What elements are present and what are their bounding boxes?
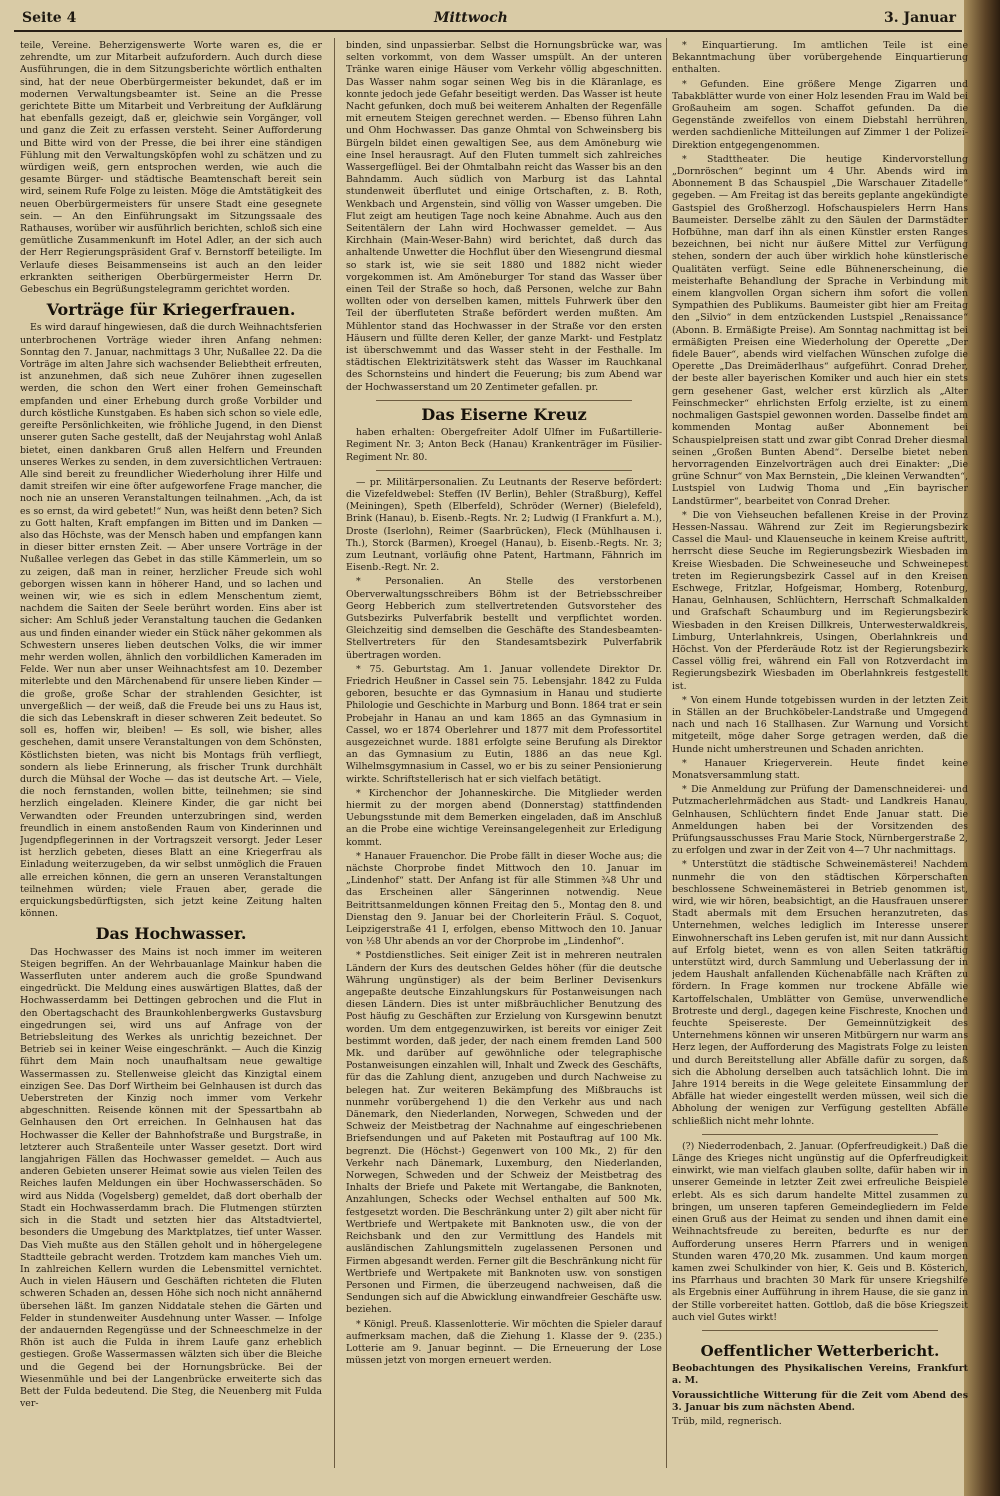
news-item: * Personalien. An Stelle des verstorbenen Oberverwaltungsschreibers Böhm ist der Betriebsschreiber Georg Hebberich zum stellvertretenden Gutsvorsteher des Gutsbezirks Pulverfabrik bestellt und verpflichtet worden. Gleichzeitig sind demselben die Geschäfte des Standesbeamten-Stellvertreters für den Standesamtsbezirk Pulverfabrik übertragen worden. (346, 576, 662, 661)
headline-eiserne-kreuz: Das Eiserne Kreuz (421, 404, 587, 424)
divider (702, 1134, 938, 1135)
page-number: Seite 4 (22, 10, 77, 26)
article-text: Es wird darauf hingewiesen, daß die durch Weihnachtsferien unterbrochenen Vorträge wieder ihren Anfang nehmen: Sonntag den 7. Januar, nachmittags 3 Uhr, Nußallee 22. Da die Vorträge im alten Jahre sich wachsender Beliebtheit erfreuten, ist anzunehmen, daß sich neue Zuhörer ihnen zugesellen werden, die schon den Wert einer frohen Gemeinschaft empfanden und einer Erhebung durch große Vorbilder und durch köstliche Kunstgaben. Es haben sich schon so viele edle, gereifte Persönlichkeiten, wie fröhliche Jugend, in den Dienst unserer guten Sache gestellt, daß der Neujahrstag wohl Anlaß bietet, einen dankbaren Gruß allen Helfern und Freunden unseres Werkes zu senden, in dem zuversichtlichen Vertrauen: Alle sind bereit zu freundlicher Wiederholung ihrer Hilfe und damit streifen wir eine öfter aufgeworfene Frage mancher, die noch nie an unseren Veranstaltungen teilnahmen. „Ach, da ist es so ernst, da wird gebetet!“ Nun, was heißt denn beten? Sich zu Gott halten, Kraft empfangen im Bitten und im Danken — also das Höchste, was der Mensch haben und empfangen kann in dieser bitter ernsten Zeit. — Aber unsere Vorträge in der Nußallee verlegen das Gebet in das stille Kämmerlein, um so zu zeigen, daß man in reiner, herzlicher Freude sich wohl geborgen wissen kann in höherer Hand, und so lachen und weinen wir, wie es sich in edlem Menschentum ziemt, nachdem die Saiten der Seele berührt worden. Eins aber ist sicher: Am Schluß jeder Veranstaltung tauchen die Gedanken aus und finden einander wieder ein Stück näher gekommen als Schwestern unseres lieben deutschen Volks, die wir immer mehr werden wollen, ähnlich den vorbildlichen Kameraden im Felde. Wer nun aber unser Weihnachtsfest am 10. Dezember miterlebte und den Märchenabend für unsere lieben Kinder — die große, große Schar der strahlenden Gesichter, ist unvergeßlich — der weiß, daß die Freude bei uns zu Haus ist, die sich das Lebenskraft in dieser schweren Zeit bedeutet. So soll es, hoffen wir, bleiben! — Es soll, wie bisher, alles geschehen, damit unsere Veranstaltungen von dem Schönsten, Köstlichsten bieten, was nicht bis Montags früh verfliegt, sondern als liebe Erinnerung, als frischer Trunk durchhält durch die Mühsal der Woche — das ist deutsche Art. — Viele, die noch fernstanden, wollen bitte, teilnehmen; sie sind herzlich eingeladen. Kleinere Kinder, die gar nicht bei Verwandten oder Freunden unterzubringen sind, werden freundlich in einem anstoßenden Raum von Kinderinnen und Jugendpflegerinnen in der Vortragszeit versorgt. Jeder Leser ist herzlich gebeten, dieses Blatt an eine Kriegerfrau als Einladung weiterzugeben, da wir selbst unmöglich die Frauen alle erreichen können, die gern an unseren Veranstaltungen teilnehmen würden; viele Frauen aber, gerade die erquickungsbedürftigsten, sich jetzt keine Zeitung halten können. (20, 322, 322, 920)
column-1 (20, 40, 322, 1470)
column-rule (666, 38, 667, 1468)
page-binding-edge (964, 0, 1000, 1496)
news-item: * Stadttheater. Die heutige Kindervorstellung „Dornröschen“ beginnt um 4 Uhr. Abends wird im Abonnement B das Schauspiel „Die Warschauer Zitadelle“ gegeben. — Am Freitag ist das bereits geplante angekündigte Gastspiel des Großherzogl. Hofschauspielers Herrn Hans Baumeister. Derselbe zählt zu den Säulen der Darmstädter Hofbühne, man darf ihn als einen Künstler ersten Ranges bezeichnen, bei nicht nur äußere Mittel zur Verfügung stehen, sondern der auch über wirklich hohe künstlerische Qualitäten verfügt. Seine edle Bühnenerscheinung, die meisterhafte Behandlung der Sprache in Verbindung mit einem klangvollen Organ sichern ihm sofort die vollen Sympathien des Publikums. Baumeister gibt hier am Freitag den „Silvio“ in dem entzückenden Lustspiel „Renaissance“ (Abonn. B. Ermäßigte Preise). Am Sonntag nachmittag ist bei ermäßigten Preisen eine Wiederholung der Operette „Der fidele Bauer“, abends wird vielfachen Wünschen zufolge die Operette „Das Dreimäderlhaus“ aufgeführt. Conrad Dreher, der beste aller bayerischen Komiker und auch hier ein stets gern gesehener Gast, welcher erst kürzlich als „Alter Feinschmecker“ ehrlichsten Erfolg erzielte, ist zu einem nochmaligen Gastspiel gewonnen worden. Dasselbe findet am kommenden Montag außer Abonnement bei Schauspielpreisen statt und zwar gibt Conrad Dreher diesmal seinen „Großen Bunten Abend“. Derselbe bietet neben hervorragenden Einzelvorträgen auch drei Einakter: „Die grüne Schnur“ von Max Bernstein, „Die kleinen Verwandten“, Lustspiel von Ludwig Thoma und „Ein bayrischer Landstürmer“, bearbeitet von Conrad Dreher. (672, 153, 968, 507)
news-item: * 75. Geburtstag. Am 1. Januar vollendete Direktor Dr. Friedrich Heußner in Cassel sein 75. Lebensjahr. 1842 zu Fulda geboren, besuchte er das Gymnasium in Hanau und studierte Philologie und Geschichte in Marburg und Bonn. 1864 trat er sein Probejahr in Hanau an und kam 1865 an das Gymnasium in Cassel, wo er 1874 Oberlehrer und 1877 mit dem Professortitel ausgezeichnet wurde. 1881 erfolgte seine Berufung als Direktor an das Gymnasium zu Eutin, 1886 an das neue Kgl. Wilhelmsgymnasium in Cassel, wo er bis zu seiner Pensionierung wirkte. Schriftstellerisch hat er sich vielfach betätigt. (346, 663, 662, 785)
article-text: haben erhalten: Obergefreiter Adolf Ulfner im Fußartillerie-Regiment Nr. 3; Anton Beck (Hanau) Krankenträger im Füsilier-Regiment Nr. 80. (346, 427, 662, 463)
weather-forecast: Trüb, mild, regnerisch. (672, 1415, 782, 1427)
news-item: * Hanauer Frauenchor. Die Probe fällt in dieser Woche aus; die nächste Chorprobe findet Mittwoch den 10. Januar im „Lindenhof“ statt. Der Anfang ist für alle Stimmen ¾8 Uhr und das Erscheinen aller Sängerinnen notwendig. Neue Beitrittsanmeldungen können Freitag den 5., Montag den 8. und Dienstag den 9. Januar bei der Chorleiterin Fräul. S. Coquot, Leipzigerstraße 41 I, erfolgen, ebenso Mittwoch den 10. Januar von ½8 Uhr abends an vor der Chorprobe im „Lindenhof“. (346, 850, 662, 948)
article-text: Das Hochwasser des Mains ist noch immer im weiteren Steigen begriffen. An der Wehrbauanlage Mainkur haben die Wasserfluten unter anderem auch die große Spundwand eingedrückt. Die Meldung eines auswärtigen Blattes, daß der Hochwasserdamm bei Dettingen gebrochen und die Flut in den Obertagschacht des Braunkohlenbergwerks Gustavsburg eingedrungen sei, wird uns auf Anfrage von der Betriebsleitung des Werkes als unrichtig bezeichnet. Der Betrieb sei in keiner Weise eingeschränkt. — Auch die Kinzig führt dem Main noch unaufhaltsam neue gewaltige Wassermassen zu. Stellenweise gleicht das Kinzigtal einem einzigen See. Das Dorf Wirtheim bei Gelnhausen ist durch das Ueberstreten der Kinzig noch immer vom Verkehr abgeschnitten. Reisende können mit der Spessartbahn ab Gelnhausen den Ort erreichen. In Gelnhausen hat das Hochwasser die Keller der Bahnhofstraße und Burgstraße, in letzterer auch Straßenteile unter Wasser gesetzt. Dort wird langjahrigen Fällen das Hochwasser gemeldet. — Auch aus anderen Gebieten unserer Heimat sowie aus vielen Teilen des Reiches laufen Meldungen ein über Hochwasserschäden. So wird aus Nidda (Vogelsberg) gemeldet, daß dort oberhalb der Stadt ein Hochwasserdamm brach. Die Flutmengen stürzten sich in die Stadt und setzten hier das Altstadtviertel, besonders die Umgebung des Marktplatzes, tief unter Wasser. Das Vieh mußte aus den Ställen geholt und in höhergelegene Stadtteile gebracht werden. Trotzdem kam manches Vieh um. In zahlreichen Kellern wurden die Lebensmittel vernichtet. Auch in vielen Häusern und Geschäften richteten die Fluten schweren Schaden an, dessen Höhe sich noch nicht annähernd übersehen läßt. Im ganzen Niddatale stehen die Gärten und Felder in stundenweiter Ausdehnung unter Wasser. — Infolge der andauernden Regengüsse und der Schneeschmelze in der Rhön ist auch die Fulda in ihrem Laufe ganz erheblich gestiegen. Große Wassermassen wälzten sich über die Bleiche und die Gegend bei der Hornungsbrücke. Bei der Wiesenmühle und bei der Langenbrücke erweiterte sich das Bett der Fulda bedeutend. Die Steg, die Neuenberg mit Fulda ver- (20, 946, 322, 1410)
divider (376, 470, 632, 471)
headline-vortraege: Vorträge für Kriegerfrauen. (46, 300, 296, 320)
news-item: * Die Anmeldung zur Prüfung der Damenschneiderei- und Putzmacherlehrmädchen aus Stadt- und Landkreis Hanau, Gelnhausen, Schlüchtern findet Ende Januar statt. Die Anmeldungen haben bei der Vorsitzenden des Prüfungsausschusses Frau Marie Stock, Nürnbergerstraße 2, zu erfolgen und zwar in der Zeit von 4—7 Uhr nachmittags. (672, 784, 968, 857)
headline-hochwasser: Das Hochwasser. (95, 924, 247, 944)
article-text: teile, Vereine. Beherzigenswerte Worte waren es, die er zehrendte, um zur Mitarbeit aufzufordern. Auch durch diese Ausführungen, die in dem Sitzungsberichte wörtlich enthalten sind, hat der neue Oberbürgermeister bekundet, daß er im modernen Verwaltungsbeamter ist. Seine an die Presse gerichtete Bitte um Mitarbeit und Verbreitung der Aufklärung hat ebenfalls gezeigt, daß er, gleichwie sein Vorgänger, voll und ganz die Zeit zu erfassen versteht. Seiner Aufforderung und Bitte wird von der Presse, die bei ihrer eine ständigen Fühlung mit den Verwaltungsköpfen wohl zu schätzen und zu würdigen weiß, gern entsprochen werden, wie auch die gesamte Bürger- und städtische Beamtenschaft bereit sein wird, seinem Rufe Folge zu leisten. Möge die Amtstätigkeit des neuen Oberbürgermeisters für unsere Stadt eine gesegnete sein. — An den Einführungsakt im Sitzungssaale des Rathauses, worüber wir ausführlich berichten, schloß sich eine gemütliche Zusammenkunft im Hotel Adler, an der sich auch der Herr Regierungspräsident Graf v. Bernstorff beteiligte. Im Verlaufe dieses Beisammenseins ist auch an den leider erkrankten seitherigen Oberbürgermeister Herrn Dr. Gebeschus ein Begrüßungstelegramm gerichtet worden. (20, 40, 322, 296)
news-item: * Von einem Hunde totgebissen wurden in der letzten Zeit in Ställen an der Bruchköbeler-Landstraße und Umgegend nach und nach 16 Stallhasen. Zur Warnung und Vorsicht mitgeteilt, möge daher Sorge getragen werden, daß die Hunde nicht umherstreunen und Schaden anrichten. (672, 694, 968, 755)
article-text: binden, sind unpassierbar. Selbst die Hornungsbrücke war, was selten vorkommt, von dem Wasser umspült. An der unteren Tränke waren einige Häuser vom Verkehr völlig abgeschnitten. Das Wasser nahm sogar seinen Weg bis in die Kläranlage, es konnte jedoch jede Gefahr beseitigt werden. Das Wasser ist heute Nacht gefunken, doch muß bei weiterem Anhalten der Regenfälle mit erneutem Steigen gerechnet werden. — Ebenso führen Lahn und Ohm Hochwasser. Das ganze Ohmtal von Schweinsberg bis Bürgeln bildet einen gewaltigen See, aus dem Amöneburg wie eine Insel herausragt. Auf den Fluten tummelt sich zahlreiches Wassergeflügel. Bei der Ohmtalbahn reicht das Wasser bis an den Bahndamm. Auch südlich von Marburg ist das Lahntal stundenweit überflutet und einige Ortschaften, z. B. Roth, Wenkbach und Argenstein, sind völlig von Wasser umgeben. Die Flut zeigt am heutigen Tage noch keine Abnahme. Auch aus den Seitentälern der Lahn wird Hochwasser gemeldet. — Aus Kirchhain (Main-Weser-Bahn) wird berichtet, daß durch das anhaltende Unwetter die Hochflut über den Wiesengrund diesmal so stark ist, wie sie seit 1880 und 1882 nicht wieder vorgekommen ist. Am Amöneburger Tor stand das Wasser über einen Teil der Straße so hoch, daß Personen, welche zur Bahn wollten oder von derselben kamen, mittels Fuhrwerk über den Teil der überfluteten Straße befördert werden mußten. Am Mühlentor stand das Hochwasser in der Straße vor den ersten Häusern und füllte deren Keller, der ganze Markt- und Festplatz ist überschwemmt und das Wasser steht in der Festhalle. Im städtischen Elektrizitätswerk steht das Wasser im Rauchkanal des Schornsteins und hindert die Feuerung; bis zum Abend war der Hochwasserstand um 20 Zentimeter gefallen. pr. (346, 40, 662, 393)
news-item: * Unterstützt die städtische Schweinemästerei! Nachdem nunmehr die von den städtischen Körperschaften beschlossene Schweinemästerei in Betrieb genommen ist, wird, wie wir hören, beabsichtigt, an die Hausfrauen unserer Stadt abermals mit dem Ersuchen heranzutreten, das Unternehmen, welches lediglich im Interesse unserer Einwohnerschaft ins Leben gerufen ist, mit nur dann Aussicht auf Erfolg bietet, wenn es von allen Seiten tatkräftig unterstützt wird, durch Sammlung und Ueberlassung der in jedem Haushalt anfallenden Küchenabfälle nach Kräften zu fördern. In Frage kommen nur trockene Abfälle wie Kartoffelschalen, Umblätter von Gemüse, unverwendliche Brotreste und dergl., dagegen keine Fischreste, Knochen und feuchte Speisereste. Der Gemeinnützigkeit des Unternehmens können wir unseren Mitbürgern nur warm ans Herz legen, der Aufforderung des Magistrats Folge zu leisten und durch Bereitstellung aller Abfälle dafür zu sorgen, daß sich die Abholung derselben auch tatsächlich lohnt. Die im Jahre 1914 bereits in die Wege geleitete Einsammlung der Abfälle hat wieder eingestellt werden müssen, weil sich die Abholung der wenigen zur Verfügung gestellten Abfälle schließlich nicht mehr lohnte. (672, 859, 968, 1127)
weekday: Mittwoch (434, 10, 508, 26)
news-item: — pr. Militärpersonalien. Zu Leutnants der Reserve befördert: die Vizefeldwebel: Steffen (IV Berlin), Behler (Straßburg), Keffel (Meiningen), Speth (Elberfeld), Schröder (Werner) (Bielefeld), Brink (Hanau), b. Eisenb.-Regts. Nr. 2; Ludwig (I Frankfurt a. M.), Droste (Iserlohn), Reimer (Saarbrücken), Fleck (Mühlhausen i. Th.), Storck (Barmen), Kroegel (Hanau), b. Eisenb.-Regts. Nr. 3; zum Leutnant, vorläufig ohne Patent, Hartmann, Fähnrich im Eisenb.-Regt. Nr. 2. (346, 476, 662, 574)
headline-wetterbericht: Oeffentlicher Wetterbericht. (700, 1341, 940, 1360)
news-item: (?) Niederrodenbach, 2. Januar. (Opferfreudigkeit.) Daß die Länge des Krieges nicht ungünstig auf die Opferfreudigkeit einwirkt, wie man vielfach glauben sollte, dafür haben wir in unserer Gemeinde in letzter Zeit zwei erfreuliche Beispiele erlebt. Als es sich darum handelte Mittel zusammen zu bringen, um unseren tapferen Gemeindegliedern im Felde einen Gruß aus der Heimat zu senden und ihnen damit eine Weihnachtsfreude zu bereiten, bedurfte es nur der Aufforderung unseres Herrn Pfarrers und in wenigen Stunden waren 470,20 Mk. zusammen. Und kaum morgen kamen zwei Schulkinder von hier, K. Geis und B. Kösterich, ins Pfarrhaus und brachten 30 Mark für unsere Kriegshilfe als Ergebnis einer Aufführung in ihrem Hause, die sie ganz in der Stille vorbereitet hatten. Gottlob, daß die böse Kriegszeit auch viel Gutes wirkt! (672, 1140, 968, 1323)
news-item: * Postdienstliches. Seit einiger Zeit ist in mehreren neutralen Ländern der Kurs des deutschen Geldes höher (für die deutsche Währung ungünstiger) als der beim Berliner Devisenkurs angepaßte deutsche Einzahlungskurs für Postanweisungen nach diesen Ländern. Dies ist unter mißbräuchlicher Benutzung des Post häufig zu Geschäften zur Erzielung von Kursgewinn benutzt worden. Um dem entgegenzuwirken, ist bereits vor einiger Zeit bestimmt worden, daß jeder, der nach einem fremden Land 500 Mk. und darüber auf gewöhnliche oder telegraphische Postanweisungen einzahlen will, Inhalt und Zweck des Geschäfts, für das die Zahlung dient, anzugeben und durch Nachweise zu belegen hat. Zur weiteren Bekämpfung des Mißbrauchs ist nunmehr vorübergehend 1) die den Verkehr aus und nach Dänemark, den Niederlanden, Norwegen, Schweden und der Schweiz der Meistbetrag der Nachnahme auf eingeschriebenen Briefsendungen und auf Paketen mit Postauftrag auf 100 Mk. begrenzt. Die (Höchst-) Gegenwert von 100 Mk., 2) für den Verkehr nach Dänemark, Luxemburg, den Niederlanden, Norwegen, Schweden und der Schweiz der Meistbetrag des Inhalts der Briefe und Pakete mit Wertangabe, die Banknoten, Anzahlungen, Schecks oder Wechsel enthalten auf 500 Mk. festgesetzt worden. Die Beschränkung unter 2) gilt aber nicht für Wertbriefe und Wertpakete mit Banknoten usw., die von der Reichsbank und den zur Vermittlung des Handels mit ausländischen Zahlungsmitteln zugelassenen Personen und Firmen abgesandt werden. Ferner gilt die Beschränkung nicht für Wertbriefe und Wertpakete mit Banknoten usw. von sonstigen Personen und Firmen, die überzeugend nachweisen, daß die Sendungen sich auf die Abwicklung einwandfreier Geschäfte usw. beziehen. (346, 950, 662, 1316)
news-item: * Einquartierung. Im amtlichen Teile ist eine Bekanntmachung über vorübergehende Einquartierung enthalten. (672, 40, 968, 76)
divider (376, 400, 632, 401)
column-3 (672, 40, 968, 1470)
issue-date: 3. Januar (884, 10, 956, 26)
column-2 (346, 40, 662, 1470)
weather-source: Beobachtungen des Physikalischen Vereins, Frankfurt a. M. (672, 1363, 968, 1387)
news-item: * Kirchenchor der Johanneskirche. Die Mitglieder werden hiermit zu der morgen abend (Donnerstag) stattfindenden Uebungsstunde mit dem Bemerken eingeladen, daß im Anschluß an die Probe eine wichtige Vereinsangelegenheit zur Erledigung kommt. (346, 787, 662, 848)
news-item: * Hanauer Kriegerverein. Heute findet keine Monatsversammlung statt. (672, 757, 968, 781)
news-item: * Gefunden. Eine größere Menge Zigarren und Tabakblätter wurde von einer Holz lesenden Frau im Wald bei Großauheim am sogen. Schaffot gefunden. Da die Gegenstände zweifellos von einem Diebstahl herrühren, werden sachdienliche Mitteilungen auf Zimmer 1 der Polizei-Direktion entgegengenommen. (672, 78, 968, 151)
news-item: * Königl. Preuß. Klassenlotterie. Wir möchten die Spieler darauf aufmerksam machen, daß die Ziehung 1. Klasse der 9. (235.) Lotterie am 9. Januar beginnt. — Die Erneuerung der Lose müssen jetzt von morgen erneuert werden. (346, 1318, 662, 1367)
column-rule (334, 38, 335, 1468)
page-header (14, 8, 962, 32)
divider (702, 1330, 938, 1331)
news-item: * Die von Viehseuchen befallenen Kreise in der Provinz Hessen-Nassau. Während zur Zeit im Regierungsbezirk Cassel die Maul- und Klauenseuche in keinem Kreise auftritt, herrscht diese Seuche im Regierungsbezirk Wiesbaden im Kreise Wiesbaden. Die Schweineseuche und Schweinepest treten im Regierungsbezirk Cassel auf in den Kreisen Eschwege, Fritzlar, Hofgeismar, Homberg, Rotenburg, Hanau, Gelnhausen, Schlüchtern, Herrschaft Schmalkalden und Grafschaft Schaumburg und im Regierungsbezirk Wiesbaden in den Kreisen Dillkreis, Unterwesterwaldkreis, Limburg, Unterlahnkreis, Usingen, Oberlahnkreis und Höchst. Von der Pferderäude Rotz ist der Regierungsbezirk Cassel völlig frei, während ein Fall von Rotzverdacht im Regierungsbezirk Wiesbaden im Oberlahnkreis festgestellt ist. (672, 509, 968, 692)
weather-period: Voraussichtliche Witterung für die Zeit vom Abend des 3. Januar bis zum nächsten Abend. (672, 1389, 968, 1413)
